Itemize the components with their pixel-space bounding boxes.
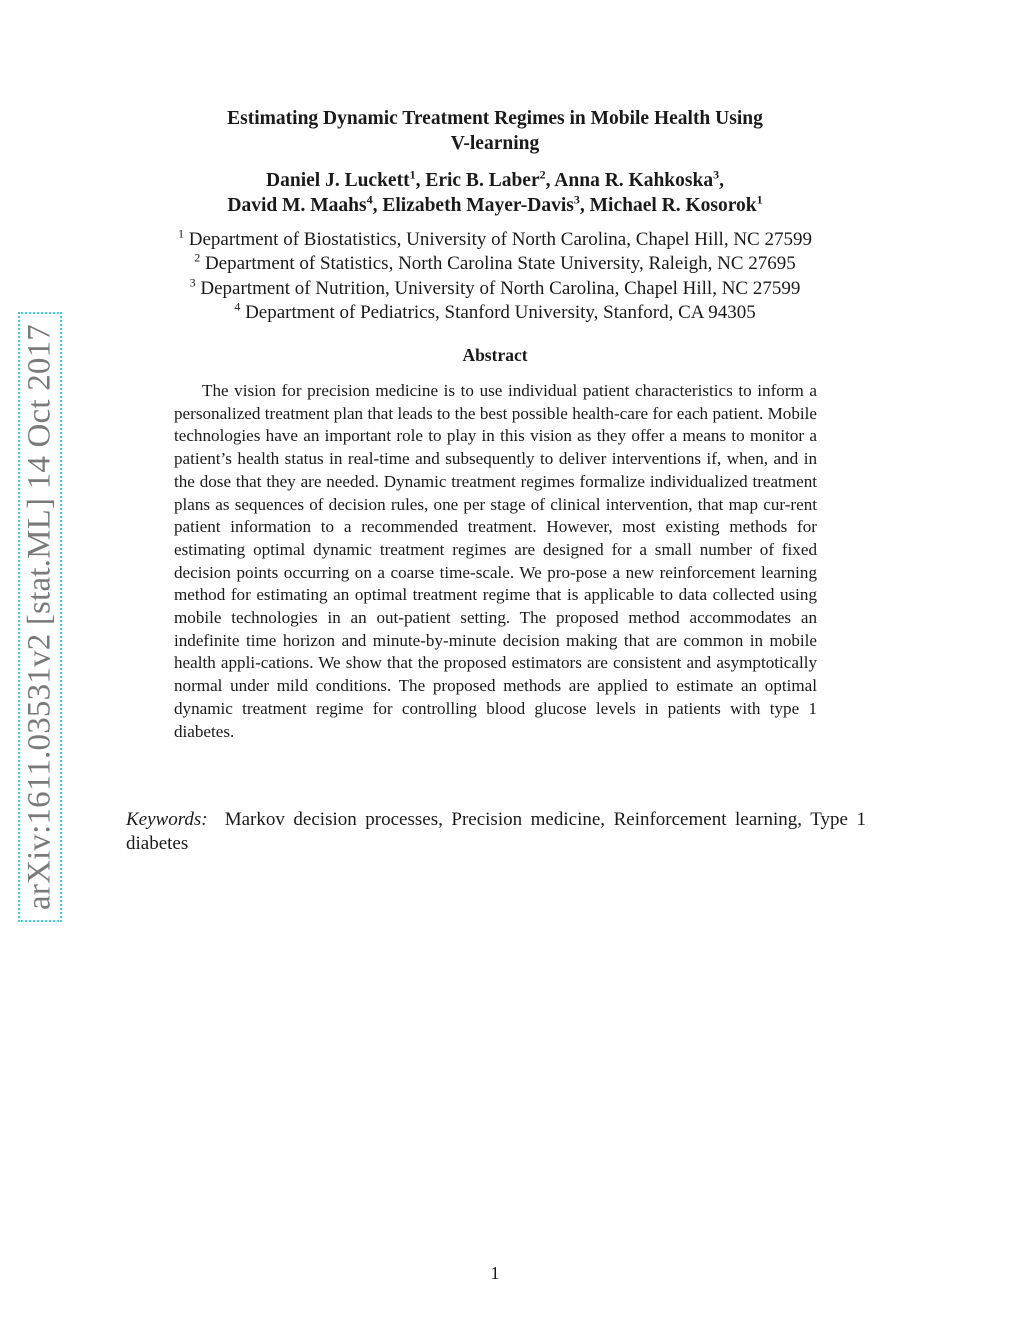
author-affil-sup: 2 [539,167,546,182]
affiliation-num: 2 [194,250,201,265]
affiliation-item [100,277,890,301]
keywords [126,808,866,856]
abstract-body: The vision for precision medicine is to use individual patient characteristics to inform a personalized treatment plan that leads to the best possible health-care for each patient. Mobile technologies have an important role to play in this vision as they offer a means to monitor a patient’s health status in real-time and subsequently to deliver interventions if, when, and in the dose that they are needed. Dynamic treatment regimes formalize individualized treatment plans as sequences of decision rules, one per stage of clinical intervention, that map cur-rent patient information to a recommended treatment. However, most existing methods for estimating optimal dynamic treatment regimes are designed for a small number of fixed decision points occurring on a coarse time-scale. We pro-pose a new reinforcement learning method for estimating an optimal treatment regime that is applicable to data collected using mobile technologies in an out-patient setting. The proposed method accommodates an indefinite time horizon and minute-by-minute decision making that are common in mobile health appli-cations. We show that the proposed estimators are consistent and asymptotically normal under mild conditions. The proposed methods are applied to estimate an optimal dynamic treatment regime for controlling blood glucose levels in patients with type 1 diabetes. [174,381,817,741]
keywords-text: Markov decision processes, Precision medicine, Reinforcement learning, Type 1 diabetes [126,809,866,854]
arxiv-stamp-text: arXiv:1611.03531v2 [stat.ML] 14 Oct 2017 [21,323,58,911]
author-affil-sup: 3 [713,167,720,182]
affiliation-num: 1 [178,226,185,241]
author-name: David M. Maahs [227,195,367,216]
author-name: Anna R. Kahkoska [554,170,714,191]
affiliation-text: Department of Biostatistics, University of North Carolina, Chapel Hill, NC 27599 [188,229,812,250]
affiliation-item [100,252,890,276]
author-sep: , [372,195,383,216]
author-sep: , [579,195,590,216]
affiliation-text: Department of Statistics, North Carolina State University, Raleigh, NC 27695 [204,253,796,275]
author-affil-sup: 4 [366,192,373,207]
affiliation-num: 3 [189,275,196,290]
affiliation-item [100,301,890,325]
affiliation-item [100,228,890,252]
paper-title [150,106,840,156]
author-sep: , [415,170,426,191]
author-name: Michael R. Kosorok [589,195,757,216]
affiliation-list [100,228,890,325]
author-name: Daniel J. Luckett [266,170,410,191]
author-name: Eric B. Laber [425,170,540,191]
author-line-1 [110,168,880,193]
affiliation-text: Department of Nutrition, University of North Carolina, Chapel Hill, NC 27599 [200,277,801,299]
author-sep: , [719,170,724,191]
affiliation-text: Department of Pediatrics, Stanford University, Stanford, CA 94305 [245,301,756,323]
author-affil-sup: 1 [756,192,763,207]
title-line-1: Estimating Dynamic Treatment Regimes in Mobile Health Using [227,108,763,129]
title-line-2: V-learning [450,133,540,154]
page-number: 1 [490,1263,500,1283]
author-sep: , [545,170,555,191]
keywords-label: Keywords: [126,809,208,830]
arxiv-stamp [18,312,62,922]
author-affil-sup: 1 [409,167,416,182]
author-name: Elizabeth Mayer-Davis [382,195,574,216]
affiliation-num: 4 [234,299,241,314]
author-list [110,168,880,218]
abstract-heading: Abstract [462,345,528,365]
author-line-2 [110,193,880,218]
author-affil-sup: 3 [573,192,580,207]
